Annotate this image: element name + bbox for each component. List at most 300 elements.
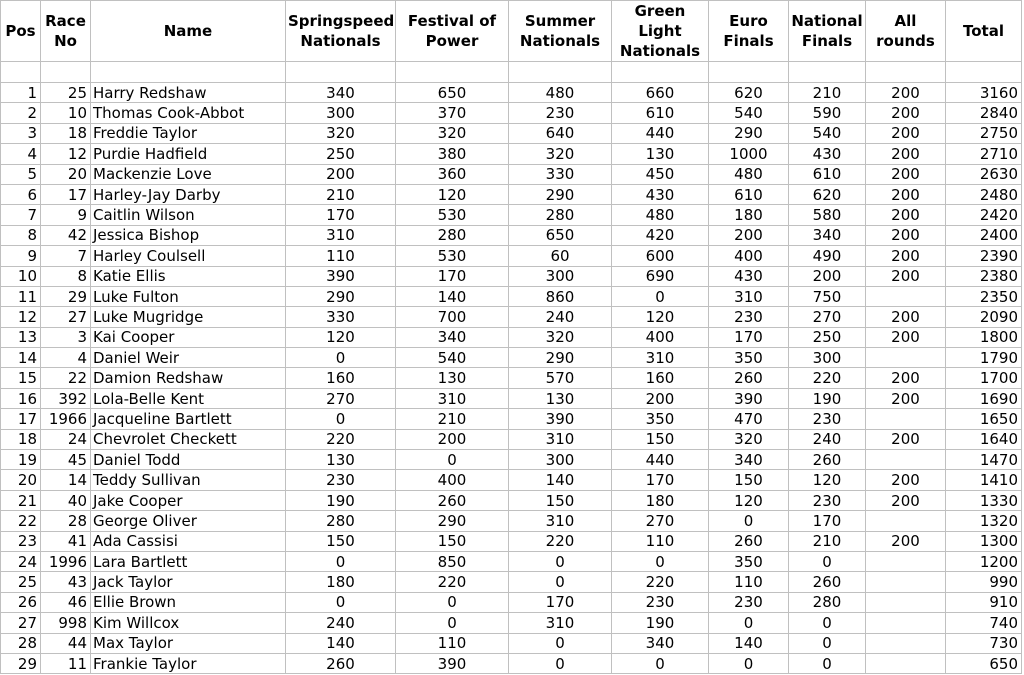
cell-race-no: 998 [41,613,91,633]
cell-festival: 400 [396,470,509,490]
cell-summer: 0 [509,572,612,592]
cell-national: 0 [789,653,866,673]
header-springspeed: Springspeed Nationals [286,1,396,62]
cell-festival: 320 [396,123,509,143]
cell-all-rounds [866,572,946,592]
cell-springspeed: 240 [286,613,396,633]
cell-total: 2380 [946,266,1022,286]
cell-summer: 290 [509,184,612,204]
cell-all-rounds [866,511,946,531]
cell-national: 610 [789,164,866,184]
table-row [1,653,1022,673]
cell-springspeed: 110 [286,246,396,266]
cell-national: 590 [789,103,866,123]
cell-festival: 220 [396,572,509,592]
cell-euro: 260 [709,368,789,388]
cell-race-no: 392 [41,388,91,408]
cell-festival: 380 [396,144,509,164]
cell-green-light: 450 [612,164,709,184]
table-row [1,266,1022,286]
cell-name: Ada Cassisi [91,531,286,551]
cell-summer: 0 [509,633,612,653]
cell-summer: 650 [509,225,612,245]
cell-national: 340 [789,225,866,245]
cell-euro: 0 [709,653,789,673]
cell-national: 260 [789,572,866,592]
cell-name: Harry Redshaw [91,83,286,103]
cell-total: 2480 [946,184,1022,204]
cell-summer: 860 [509,286,612,306]
cell-race-no: 1966 [41,409,91,429]
cell-national: 220 [789,368,866,388]
cell-total: 910 [946,592,1022,612]
table-row [1,286,1022,306]
cell-summer: 300 [509,450,612,470]
cell-festival: 530 [396,246,509,266]
table-row [1,388,1022,408]
table-row [1,368,1022,388]
cell-green-light: 120 [612,307,709,327]
cell-all-rounds: 200 [866,184,946,204]
header-total: Total [946,1,1022,62]
cell-national: 200 [789,266,866,286]
cell-euro: 470 [709,409,789,429]
cell-total: 2840 [946,103,1022,123]
table-row [1,511,1022,531]
cell-all-rounds: 200 [866,103,946,123]
cell-springspeed: 150 [286,531,396,551]
cell-race-no: 29 [41,286,91,306]
cell-festival: 360 [396,164,509,184]
cell-springspeed: 0 [286,551,396,571]
cell-summer: 310 [509,511,612,531]
cell-all-rounds [866,450,946,470]
cell-all-rounds: 200 [866,83,946,103]
cell-race-no: 41 [41,531,91,551]
cell-green-light: 400 [612,327,709,347]
table-row [1,592,1022,612]
table-row [1,450,1022,470]
cell-green-light: 690 [612,266,709,286]
cell-pos: 13 [1,327,41,347]
cell-green-light: 340 [612,633,709,653]
cell-pos: 21 [1,490,41,510]
table-row [1,613,1022,633]
cell-name: Luke Fulton [91,286,286,306]
cell-pos: 2 [1,103,41,123]
cell-summer: 330 [509,164,612,184]
cell-all-rounds: 200 [866,205,946,225]
cell-all-rounds: 200 [866,327,946,347]
cell-race-no: 11 [41,653,91,673]
cell-national: 210 [789,531,866,551]
cell-pos: 16 [1,388,41,408]
table-row [1,123,1022,143]
cell-euro: 230 [709,307,789,327]
cell-race-no: 17 [41,184,91,204]
cell-total: 2750 [946,123,1022,143]
cell-name: Katie Ellis [91,266,286,286]
cell-name: Ellie Brown [91,592,286,612]
cell-total: 730 [946,633,1022,653]
cell-total: 1790 [946,348,1022,368]
header-green-light: Green Light Nationals [612,1,709,62]
cell-pos: 3 [1,123,41,143]
cell-summer: 300 [509,266,612,286]
cell-euro: 150 [709,470,789,490]
cell-all-rounds: 200 [866,429,946,449]
cell-summer: 240 [509,307,612,327]
cell-name: Harley Coulsell [91,246,286,266]
cell-name: Kim Willcox [91,613,286,633]
table-row [1,348,1022,368]
cell-all-rounds [866,348,946,368]
cell-total: 2350 [946,286,1022,306]
cell-name: Kai Cooper [91,327,286,347]
blank-cell [866,62,946,83]
cell-name: Frankie Taylor [91,653,286,673]
cell-name: Max Taylor [91,633,286,653]
cell-total: 1470 [946,450,1022,470]
cell-summer: 320 [509,144,612,164]
cell-race-no: 42 [41,225,91,245]
cell-name: Jessica Bishop [91,225,286,245]
cell-total: 1650 [946,409,1022,429]
cell-summer: 640 [509,123,612,143]
cell-national: 280 [789,592,866,612]
cell-springspeed: 220 [286,429,396,449]
cell-green-light: 350 [612,409,709,429]
cell-name: Harley-Jay Darby [91,184,286,204]
cell-festival: 0 [396,592,509,612]
table-row [1,184,1022,204]
cell-springspeed: 0 [286,409,396,429]
cell-national: 430 [789,144,866,164]
cell-name: Jake Cooper [91,490,286,510]
cell-race-no: 40 [41,490,91,510]
cell-total: 740 [946,613,1022,633]
table-row [1,246,1022,266]
cell-euro: 200 [709,225,789,245]
cell-all-rounds: 200 [866,123,946,143]
cell-national: 230 [789,409,866,429]
blank-cell [91,62,286,83]
cell-race-no: 7 [41,246,91,266]
cell-all-rounds: 200 [866,307,946,327]
cell-total: 2090 [946,307,1022,327]
cell-green-light: 130 [612,144,709,164]
cell-springspeed: 260 [286,653,396,673]
cell-total: 990 [946,572,1022,592]
cell-summer: 310 [509,613,612,633]
cell-total: 1640 [946,429,1022,449]
cell-total: 650 [946,653,1022,673]
cell-race-no: 10 [41,103,91,123]
cell-euro: 620 [709,83,789,103]
cell-green-light: 440 [612,450,709,470]
table-row [1,103,1022,123]
cell-springspeed: 0 [286,348,396,368]
cell-green-light: 430 [612,184,709,204]
cell-race-no: 1996 [41,551,91,571]
cell-euro: 340 [709,450,789,470]
cell-total: 2630 [946,164,1022,184]
cell-race-no: 18 [41,123,91,143]
cell-pos: 23 [1,531,41,551]
cell-euro: 350 [709,551,789,571]
header-pos: Pos [1,1,41,62]
cell-all-rounds: 200 [866,531,946,551]
cell-pos: 22 [1,511,41,531]
cell-race-no: 45 [41,450,91,470]
cell-race-no: 14 [41,470,91,490]
cell-green-light: 600 [612,246,709,266]
cell-euro: 140 [709,633,789,653]
cell-springspeed: 130 [286,450,396,470]
cell-pos: 8 [1,225,41,245]
cell-total: 2390 [946,246,1022,266]
header-name: Name [91,1,286,62]
cell-all-rounds [866,653,946,673]
cell-festival: 170 [396,266,509,286]
table-row [1,83,1022,103]
cell-festival: 120 [396,184,509,204]
cell-festival: 290 [396,511,509,531]
table-row [1,225,1022,245]
cell-euro: 230 [709,592,789,612]
table-row [1,205,1022,225]
cell-springspeed: 270 [286,388,396,408]
cell-euro: 260 [709,531,789,551]
cell-national: 230 [789,490,866,510]
header-festival: Festival of Power [396,1,509,62]
cell-springspeed: 200 [286,164,396,184]
cell-name: Thomas Cook-Abbot [91,103,286,123]
cell-pos: 17 [1,409,41,429]
cell-green-light: 440 [612,123,709,143]
cell-race-no: 28 [41,511,91,531]
cell-all-rounds: 200 [866,490,946,510]
cell-festival: 260 [396,490,509,510]
cell-festival: 700 [396,307,509,327]
cell-euro: 110 [709,572,789,592]
header-race-no: Race No [41,1,91,62]
cell-festival: 390 [396,653,509,673]
blank-cell [286,62,396,83]
cell-name: George Oliver [91,511,286,531]
cell-summer: 130 [509,388,612,408]
blank-cell [709,62,789,83]
cell-race-no: 20 [41,164,91,184]
cell-pos: 14 [1,348,41,368]
table-row [1,307,1022,327]
cell-all-rounds [866,409,946,429]
cell-festival: 0 [396,450,509,470]
cell-green-light: 660 [612,83,709,103]
cell-euro: 310 [709,286,789,306]
cell-euro: 290 [709,123,789,143]
table-row [1,490,1022,510]
header-row [1,1,1022,62]
cell-green-light: 270 [612,511,709,531]
cell-total: 3160 [946,83,1022,103]
header-euro: Euro Finals [709,1,789,62]
cell-springspeed: 310 [286,225,396,245]
cell-euro: 400 [709,246,789,266]
cell-race-no: 25 [41,83,91,103]
cell-springspeed: 340 [286,83,396,103]
cell-pos: 25 [1,572,41,592]
cell-green-light: 190 [612,613,709,633]
cell-pos: 12 [1,307,41,327]
cell-green-light: 0 [612,286,709,306]
cell-race-no: 9 [41,205,91,225]
cell-all-rounds: 200 [866,470,946,490]
blank-cell [41,62,91,83]
cell-total: 1200 [946,551,1022,571]
cell-all-rounds: 200 [866,144,946,164]
cell-all-rounds: 200 [866,225,946,245]
cell-total: 2400 [946,225,1022,245]
blank-row [1,62,1022,83]
cell-summer: 230 [509,103,612,123]
cell-festival: 850 [396,551,509,571]
cell-total: 2420 [946,205,1022,225]
cell-all-rounds: 200 [866,164,946,184]
cell-pos: 26 [1,592,41,612]
cell-total: 2710 [946,144,1022,164]
header-national: National Finals [789,1,866,62]
cell-race-no: 44 [41,633,91,653]
cell-national: 300 [789,348,866,368]
table-row [1,327,1022,347]
cell-race-no: 22 [41,368,91,388]
cell-national: 250 [789,327,866,347]
table-row [1,164,1022,184]
cell-euro: 0 [709,511,789,531]
cell-pos: 5 [1,164,41,184]
cell-total: 1320 [946,511,1022,531]
cell-green-light: 180 [612,490,709,510]
cell-name: Chevrolet Checkett [91,429,286,449]
cell-summer: 310 [509,429,612,449]
cell-euro: 390 [709,388,789,408]
blank-cell [612,62,709,83]
cell-name: Jacqueline Bartlett [91,409,286,429]
cell-pos: 15 [1,368,41,388]
cell-euro: 180 [709,205,789,225]
cell-summer: 280 [509,205,612,225]
cell-name: Damion Redshaw [91,368,286,388]
cell-springspeed: 330 [286,307,396,327]
cell-national: 120 [789,470,866,490]
cell-festival: 530 [396,205,509,225]
cell-green-light: 310 [612,348,709,368]
cell-festival: 370 [396,103,509,123]
cell-name: Lara Bartlett [91,551,286,571]
cell-name: Freddie Taylor [91,123,286,143]
cell-pos: 9 [1,246,41,266]
cell-festival: 650 [396,83,509,103]
cell-festival: 540 [396,348,509,368]
table-row [1,144,1022,164]
table-row [1,551,1022,571]
cell-total: 1330 [946,490,1022,510]
cell-green-light: 610 [612,103,709,123]
cell-green-light: 200 [612,388,709,408]
cell-euro: 350 [709,348,789,368]
cell-pos: 19 [1,450,41,470]
cell-springspeed: 230 [286,470,396,490]
cell-springspeed: 290 [286,286,396,306]
cell-national: 0 [789,551,866,571]
cell-green-light: 480 [612,205,709,225]
cell-national: 0 [789,613,866,633]
cell-green-light: 150 [612,429,709,449]
cell-all-rounds: 200 [866,388,946,408]
cell-summer: 220 [509,531,612,551]
cell-festival: 210 [396,409,509,429]
cell-festival: 110 [396,633,509,653]
cell-name: Jack Taylor [91,572,286,592]
cell-name: Purdie Hadfield [91,144,286,164]
cell-summer: 320 [509,327,612,347]
cell-race-no: 43 [41,572,91,592]
cell-all-rounds [866,551,946,571]
cell-summer: 140 [509,470,612,490]
cell-national: 490 [789,246,866,266]
cell-summer: 290 [509,348,612,368]
cell-green-light: 230 [612,592,709,612]
cell-springspeed: 280 [286,511,396,531]
table-row [1,633,1022,653]
cell-all-rounds: 200 [866,266,946,286]
cell-total: 1300 [946,531,1022,551]
blank-cell [396,62,509,83]
cell-summer: 390 [509,409,612,429]
cell-springspeed: 160 [286,368,396,388]
cell-pos: 24 [1,551,41,571]
cell-pos: 29 [1,653,41,673]
blank-cell [1,62,41,83]
cell-name: Mackenzie Love [91,164,286,184]
table-row [1,572,1022,592]
cell-green-light: 420 [612,225,709,245]
cell-national: 270 [789,307,866,327]
cell-name: Luke Mugridge [91,307,286,327]
cell-summer: 480 [509,83,612,103]
cell-euro: 540 [709,103,789,123]
cell-euro: 480 [709,164,789,184]
cell-springspeed: 210 [286,184,396,204]
cell-pos: 1 [1,83,41,103]
cell-festival: 0 [396,613,509,633]
cell-festival: 280 [396,225,509,245]
cell-all-rounds: 200 [866,246,946,266]
cell-euro: 430 [709,266,789,286]
cell-name: Caitlin Wilson [91,205,286,225]
header-all-rounds: All rounds [866,1,946,62]
cell-race-no: 4 [41,348,91,368]
cell-springspeed: 180 [286,572,396,592]
cell-summer: 60 [509,246,612,266]
cell-national: 620 [789,184,866,204]
cell-festival: 130 [396,368,509,388]
cell-all-rounds [866,286,946,306]
cell-national: 0 [789,633,866,653]
cell-pos: 28 [1,633,41,653]
cell-euro: 610 [709,184,789,204]
